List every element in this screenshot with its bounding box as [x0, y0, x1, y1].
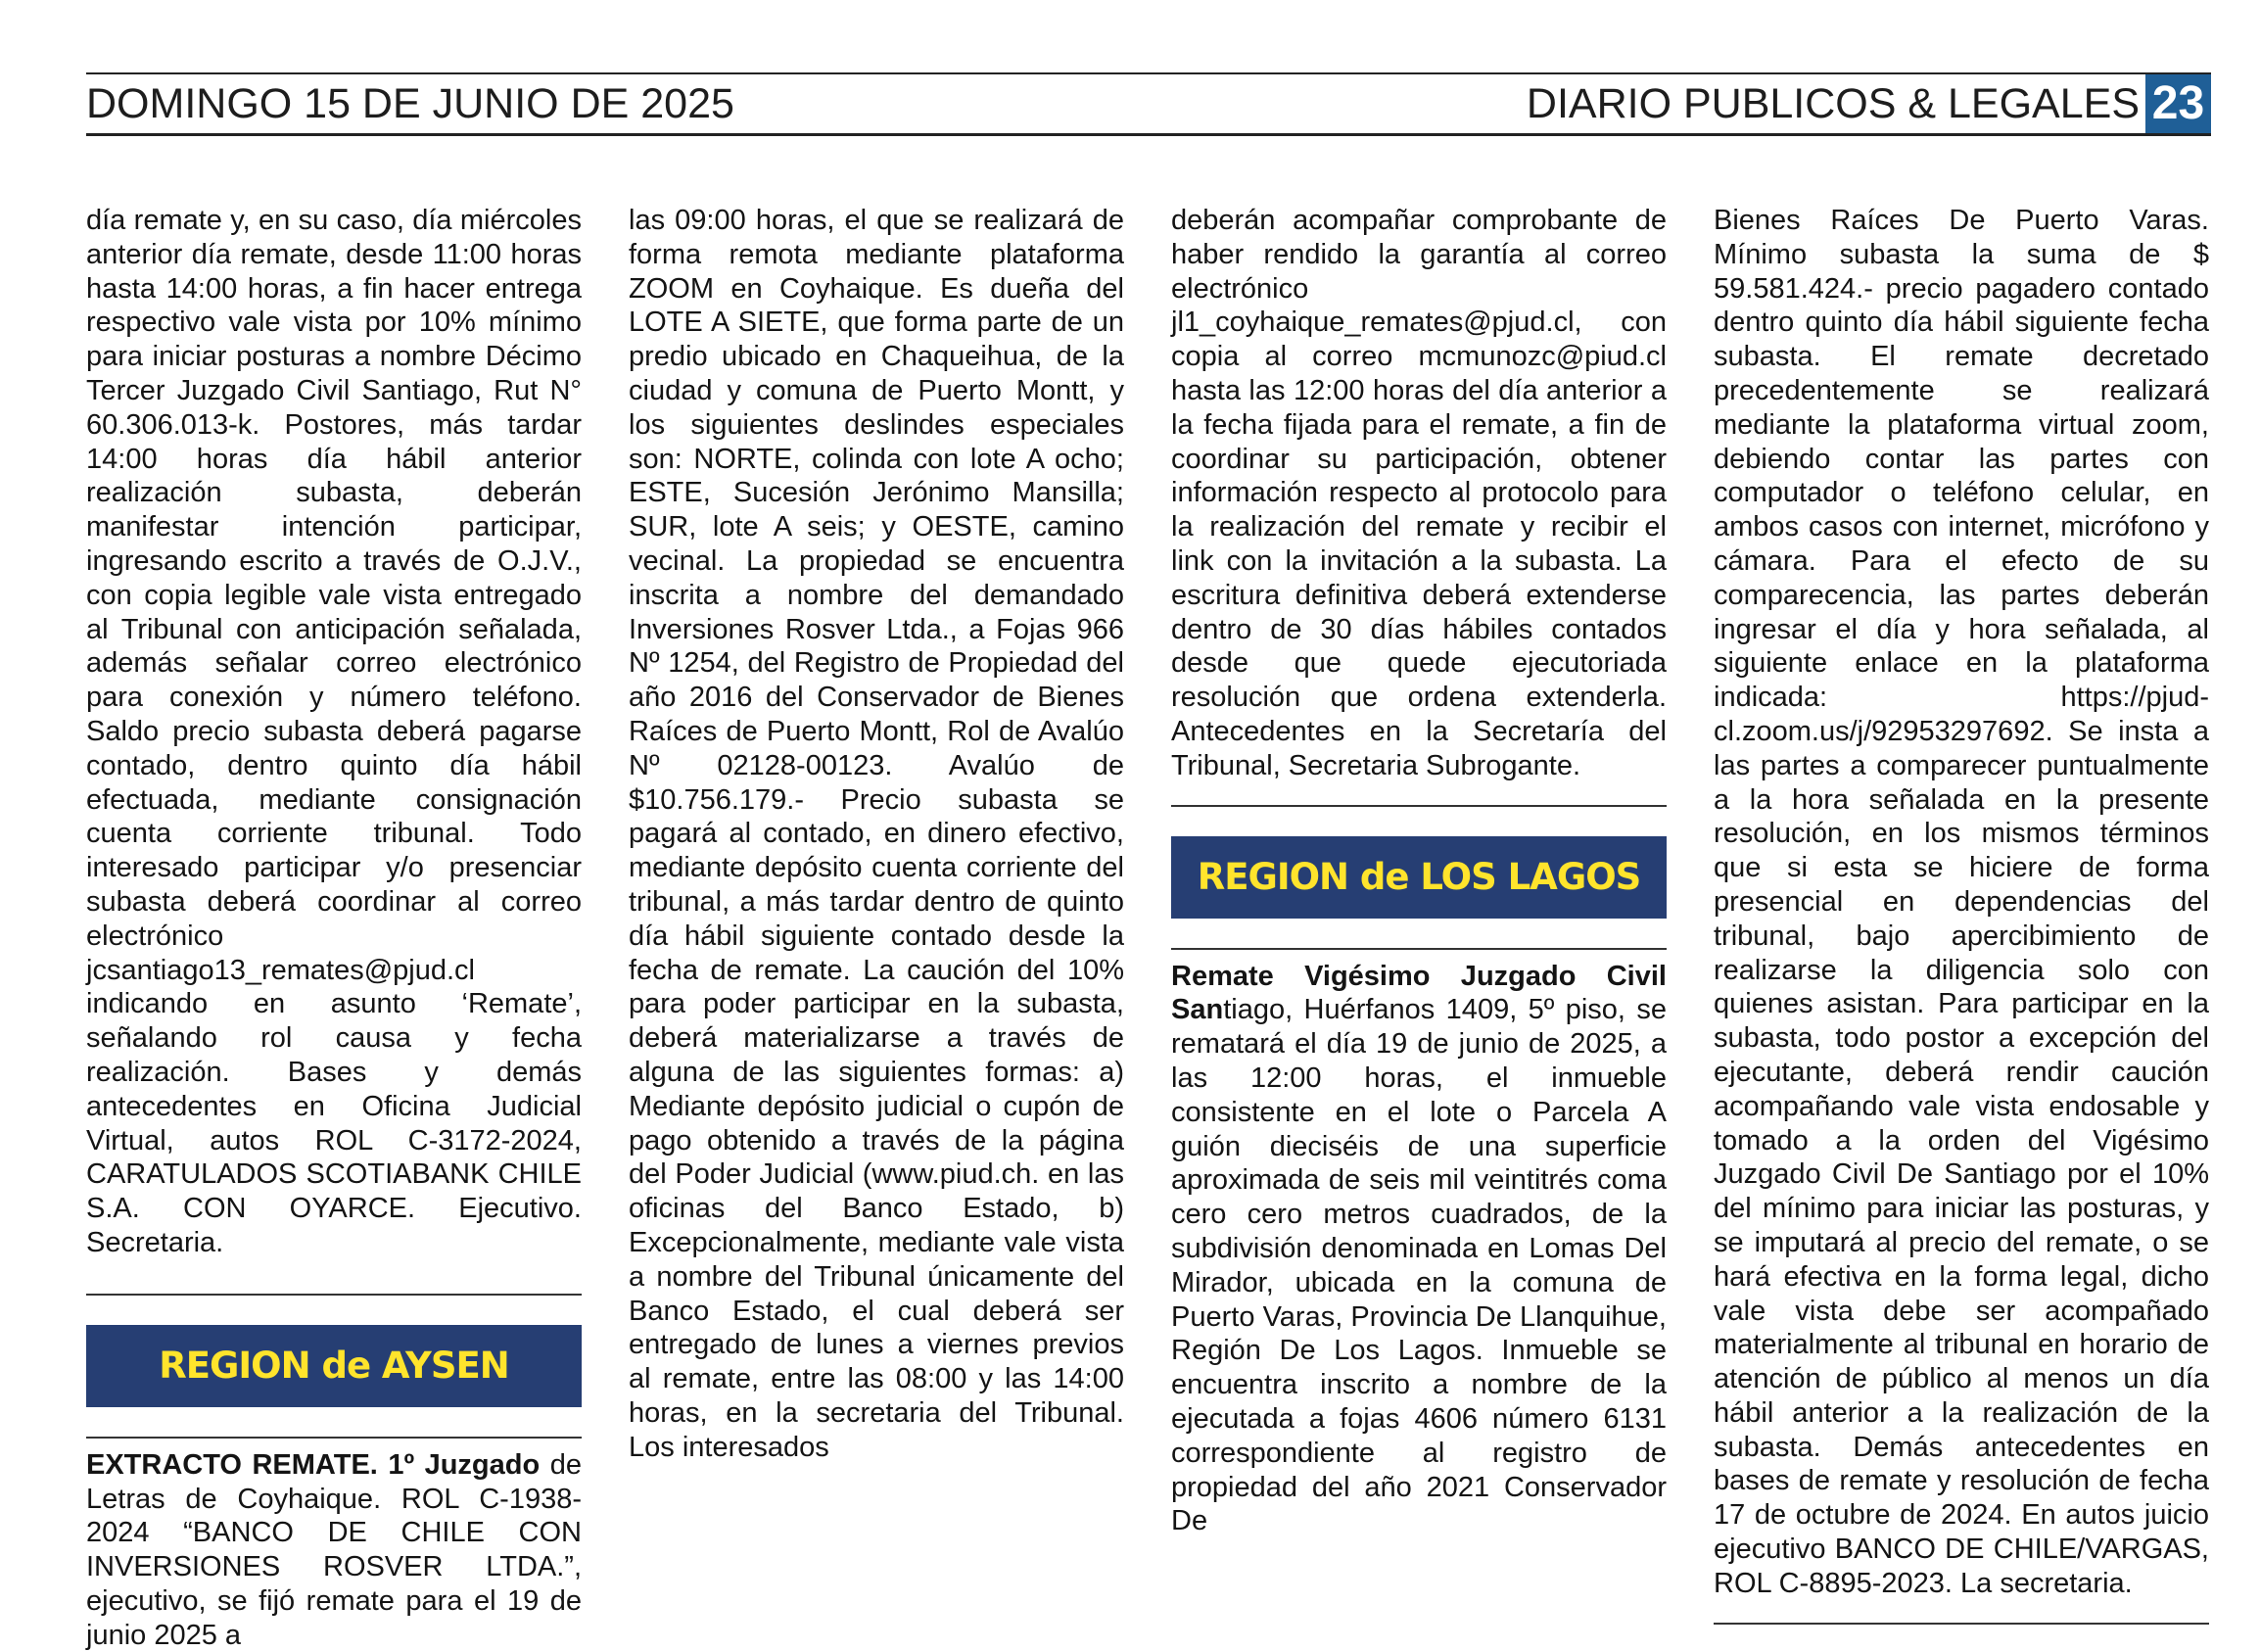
notice-body: tiago, Huérfanos 1409, 5º piso, se rematará el día 19 de junio de 2025, a las 12:00 horas, el inmueble consistente en el lote o Parcela A guión dieciséis de una superficie aproximada de seis mil veintitrés coma cero cero metros cuadrados, de la subdivisión denominada en Lomas Del Mirador, ubicada en la comuna de Puerto Varas, Provincia De Llanquihue, Región De Los Lagos. Inmueble se encuentra inscrito a nombre de la ejecutada a fojas 4606 número 6131 correspondiente al registro de propiedad del año 2021 Conservador De	[1171, 994, 1667, 1537]
header-top-rule	[86, 72, 2211, 74]
region-banner-los-lagos: REGION de LOS LAGOS	[1171, 836, 1667, 919]
header-bottom-rule	[86, 133, 2211, 136]
section-divider	[1171, 805, 1667, 807]
section-divider	[1714, 1623, 2209, 1625]
notice-continuation-text: día remate y, en su caso, día miércoles anterior día remate, desde 11:00 horas hasta 14:00 horas, a fin hacer entrega respectivo vale vista por 10% mínimo para iniciar posturas a nombre Décimo Tercer Juzgado Civil Santiago, Rut N° 60.306.013-k. Postores, más tardar 14:00 horas día hábil anterior realización subasta, deberán manifestar intención participar, ingresando escrito a través de O.J.V., con copia legible vale vista entregado al Tribunal con anticipación señalada, además señalar correo electrónico para conexión y número teléfono. Saldo precio subasta deberá pagarse contado, dentro quinto día hábil efectuada, mediante consignación cuenta corriente tribunal. Todo interesado participar y/o presenciar subasta deberá coordinar al correo electrónico jcsantiago13_remates@pjud.cl indicando en asunto ‘Remate’, señalando rol causa y fecha realización. Bases y demás antecedentes en Oficina Judicial Virtual, autos ROL C-3172-2024, CARATULADOS SCOTIABANK CHILE S.A. CON OYARCE. Ejecutivo. Secretaria.	[86, 205, 582, 1258]
notice-continuation-text: las 09:00 horas, el que se realizará de forma remota mediante plataforma ZOOM en Coyhaique. Es dueña del LOTE A SIETE, que forma parte de un predio ubicado en Chaqueihua, de la ciudad y comuna de Puerto Montt, y los siguientes deslindes especiales son: NORTE, colinda con lote A ocho; ESTE, Sucesión Jerónimo Mansilla; SUR, lote A seis; y OESTE, camino vecinal. La propiedad se encuentra inscrita a nombre del demandado Inversiones Rosver Ltda., a Fojas 966 Nº 1254, del Registro de Propiedad del año 2016 del Conservador de Bienes Raíces de Puerto Montt, Rol de Avalúo Nº 02128-00123. Avalúo de $10.756.179.- Precio subasta se pagará al contado, en dinero efectivo, mediante depósito cuenta corriente del tribunal, a más tardar dentro de quinto día hábil siguiente contado desde la fecha de remate. La caución del 10% para poder participar en la subasta, deberá materializarse a través de alguna de las siguientes formas: a) Mediante depósito judicial o cupón de pago obtenido a través de la página del Poder Judicial (www.piud.ch. en las oficinas del Banco Estado, b) Excepcionalmente, mediante vale vista a nombre del Tribunal únicamente del Banco Estado, el cual deberá ser entregado de lunes a viernes previos al remate, entre las 08:00 y las 14:00 horas, en la secretaria del Tribunal. Los interesados	[629, 205, 1124, 1463]
section-divider	[86, 1437, 582, 1439]
section-divider	[86, 1294, 582, 1296]
notice-lead: EXTRACTO REMATE. 1º Juzgado	[86, 1448, 541, 1481]
column-2	[629, 204, 1124, 1464]
notice-lead: Remate Vigésimo Juzgado Civil San	[1171, 960, 1667, 1026]
column-1	[86, 204, 582, 1652]
notice-remate-vigesimo	[1171, 960, 1667, 1539]
column-3	[1171, 204, 1667, 1538]
section-divider	[1171, 948, 1667, 950]
publication-title: DIARIO PUBLICOS & LEGALES	[1526, 80, 2140, 127]
notice-continuation-text: Bienes Raíces De Puerto Varas. Mínimo subasta la suma de $ 59.581.424.- precio pagadero contado dentro quinto día hábil siguiente fecha subasta. El remate decretado precedentemente se realizará mediante la plataforma virtual zoom, debiendo contar las partes con computador o teléfono celular, en ambos casos con internet, micrófono y cámara. Para el efecto de su comparecencia, las partes deberán ingresar el día y hora señalada, al siguiente enlace en la plataforma indicada: https://pjud-cl.zoom.us/j/92953297692. Se insta a las partes a comparecer puntualmente a la hora señalada en la presente resolución, en los mismos términos que si esta se hiciere de forma presencial en dependencias del tribunal, bajo apercibimiento de realizarse la diligencia solo con quienes asistan. Para participar en la subasta, todo postor a excepción del ejecutante, deberá rendir caución acompañando vale vista endosable y tomado a la orden del Vigésimo Juzgado Civil De Santiago por el 10% del mínimo para iniciar las posturas, y se imputará al precio del remate, o se hará efectiva en la forma legal, dicho vale vista debe ser acompañado materialmente al tribunal en horario de atención de público al menos un día hábil anterior a la realización de la subasta. Demás antecedentes en bases de remate y resolución de fecha 17 de octubre de 2024. En autos juicio ejecutivo BANCO DE CHILE/VARGAS, ROL C-8895-2023. La secretaria.	[1714, 205, 2209, 1599]
page-date: DOMINGO 15 DE JUNIO DE 2025	[86, 80, 734, 127]
column-4	[1714, 204, 2209, 1625]
region-banner-aysen: REGION de AYSEN	[86, 1325, 582, 1407]
page-number-badge: 23	[2145, 74, 2211, 133]
notice-continuation-text: deberán acompañar comprobante de haber rendido la garantía al correo electrónico jl1_coyhaique_remates@pjud.cl, con copia al correo mcmunozc@piud.cl hasta las 12:00 horas del día anterior a la fecha fijada para el remate, a fin de coordinar su participación, obtener información respecto al protocolo para la realización del remate y recibir el link con la invitación a la subasta. La escritura definitiva deberá extenderse dentro de 30 días hábiles contados desde que quede ejecutoriada resolución que ordena extenderla. Antecedentes en la Secretaría del Tribunal, Secretaria Subrogante.	[1171, 205, 1667, 781]
notice-body: de Letras de Coyhaique. ROL C-1938-2024 “BANCO DE CHILE CON INVERSIONES ROSVER LTDA.”, ejecutivo, se fijó remate para el 19 de junio 2025 a	[86, 1448, 582, 1651]
